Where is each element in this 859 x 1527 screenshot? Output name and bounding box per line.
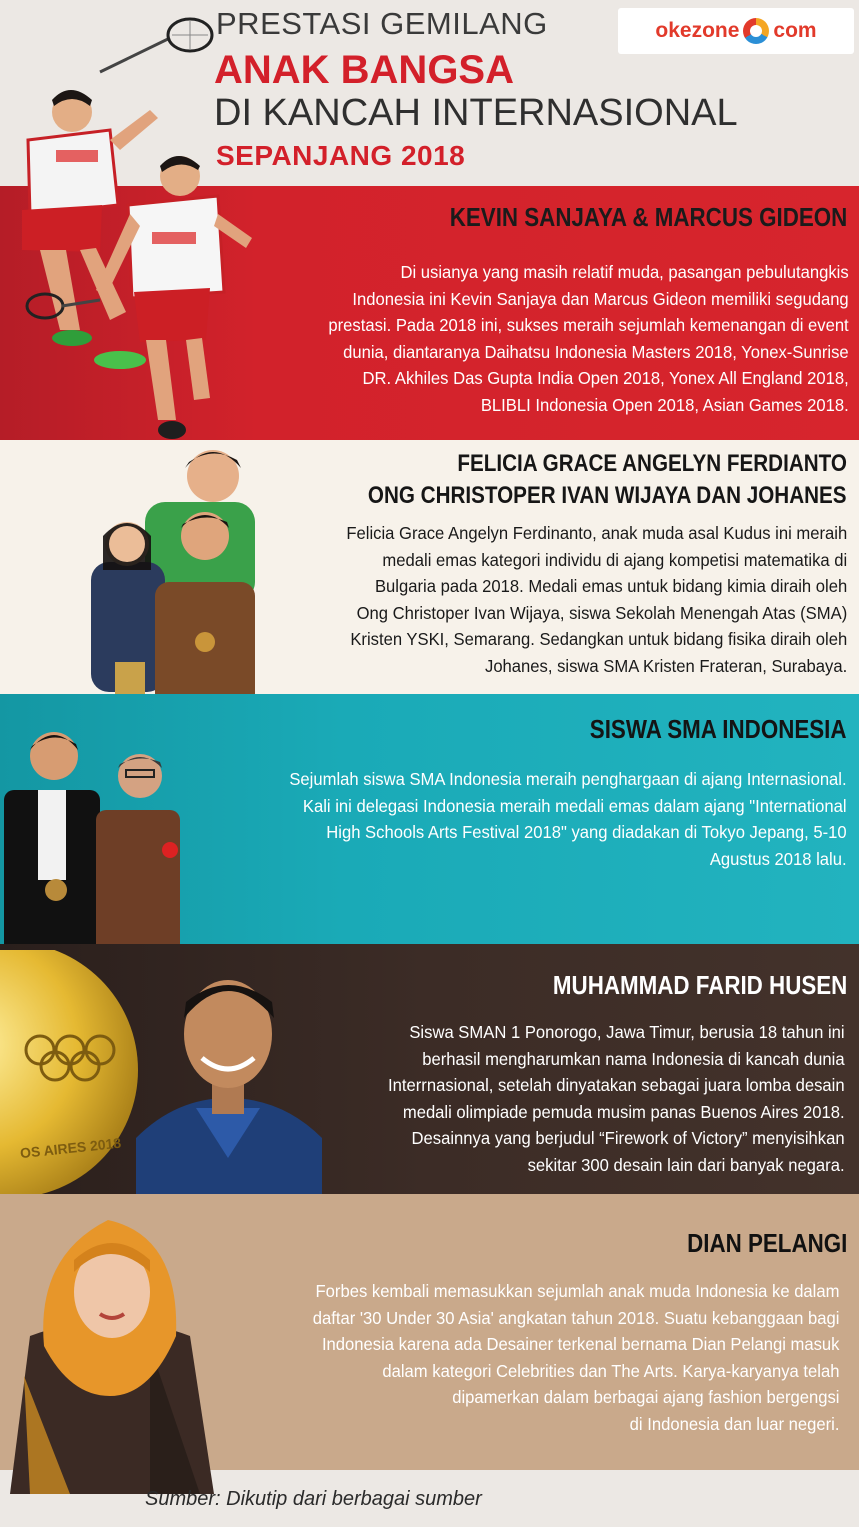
body-line: Johanes, siswa SMA Kristen Frateran, Surabaya. xyxy=(484,655,847,676)
students-olympiad-photo xyxy=(85,432,275,732)
section-body xyxy=(301,259,849,418)
body-line: Desainnya yang berjudul “Firework of Victory” menyisihkan xyxy=(411,1128,845,1148)
body-line: Sejumlah siswa SMA Indonesia meraih penghargaan di ajang Internasional. xyxy=(289,769,847,789)
section-title: DIAN PELANGI xyxy=(686,1228,847,1258)
medal-icon xyxy=(45,879,67,901)
source-note: Sumber: Dikutip dari berbagai sumber xyxy=(145,1488,482,1510)
body-line: Interrnasional, setelah dinyatakan sebagai juara lomba desain xyxy=(388,1075,845,1095)
body-line: medali olimpiade pemuda musim panas Buenos Aires 2018. xyxy=(403,1101,845,1122)
medal-icon xyxy=(195,632,215,652)
dian-pelangi-portrait xyxy=(0,1196,230,1494)
body-line: di Indonesia dan luar negeri. xyxy=(629,1413,839,1434)
okezone-globe-icon xyxy=(743,18,769,44)
section-title: SISWA SMA INDONESIA xyxy=(590,714,847,744)
body-line: Forbes kembali memasukkan sejumlah anak muda Indonesia ke dalam xyxy=(315,1281,839,1301)
logo-text-com: com xyxy=(773,19,817,42)
header-line-2: ANAK BANGSA xyxy=(214,48,514,92)
body-line: prestasi. Pada 2018 ini, sukses meraih sejumlah kemenangan di event xyxy=(328,315,849,335)
body-line: Kristen YSKI, Semarang. Sedangkan untuk bidang fisika diraih oleh xyxy=(350,629,847,649)
section-body xyxy=(364,1019,845,1178)
body-line: High Schools Arts Festival 2018" yang diadakan di Tokyo Jepang, 5-10 xyxy=(326,822,847,842)
body-line: sekitar 300 desain lain dari banyak negara. xyxy=(527,1154,845,1175)
ribbon-icon xyxy=(162,842,178,858)
body-line: Ong Christoper Ivan Wijaya, siswa Sekolah Menengah Atas (SMA) xyxy=(356,602,847,623)
body-line: Indonesia karena ada Desainer terkenal bernama Dian Pelangi masuk xyxy=(321,1334,839,1354)
body-line: berhasil mengharumkan nama Indonesia di kancah dunia xyxy=(422,1048,845,1069)
okezone-logo[interactable] xyxy=(618,8,854,54)
racket-icon xyxy=(100,19,212,72)
body-line: medali emas kategori individu di ajang kompetisi matematika di xyxy=(382,549,847,570)
body-line: Di usianya yang masih relatif muda, pasangan pebulutangkis xyxy=(400,262,849,282)
section-title: MUHAMMAD FARID HUSEN xyxy=(552,970,847,1000)
section-title-line-2: ONG CHRISTOPER IVAN WIJAYA DAN JOHANES xyxy=(368,482,847,509)
body-line: BLIBLI Indonesia Open 2018, Asian Games 2018. xyxy=(481,394,849,415)
body-line: dipamerkan dalam berbagai ajang fashion bergengsi xyxy=(451,1387,839,1407)
section-body xyxy=(320,520,847,679)
header-line-4: SEPANJANG 2018 xyxy=(216,140,466,171)
section-title: KEVIN SANJAYA & MARCUS GIDEON xyxy=(449,202,847,232)
logo-text-okezone: okezone xyxy=(655,19,740,42)
body-line: Felicia Grace Angelyn Ferdinanto, anak muda asal Kudus ini meraih xyxy=(346,523,847,543)
farid-husen-portrait xyxy=(136,958,322,1194)
body-line: Agustus 2018 lalu. xyxy=(710,848,847,869)
badminton-players-photo xyxy=(0,0,280,450)
body-line: Kali ini delegasi Indonesia meraih medali emas dalam ajang "International xyxy=(303,795,847,816)
body-line: Bulgaria pada 2018. Medali emas untuk bidang kimia diraih oleh xyxy=(374,576,847,596)
body-line: daftar '30 Under 30 Asia' angkatan tahun 2018. Suatu kebanggaan bagi xyxy=(312,1307,839,1328)
medal-text: OS AIRES 2018 xyxy=(19,1134,122,1162)
body-line: Siswa SMAN 1 Ponorogo, Jawa Timur, berusia 18 tahun ini xyxy=(409,1022,845,1042)
body-line: dalam kategori Celebrities dan The Arts. Karya-karyanya telah xyxy=(381,1360,839,1381)
body-line: dunia, diantaranya Daihatsu Indonesia Masters 2018, Yonex-Sunrise xyxy=(343,341,849,362)
gold-medal-image xyxy=(0,950,140,1200)
section-body xyxy=(285,1278,839,1437)
body-line: Indonesia ini Kevin Sanjaya dan Marcus Gideon memiliki segudang xyxy=(352,288,849,309)
section-body xyxy=(260,766,847,872)
body-line: DR. Akhiles Das Gupta India Open 2018, Yonex All England 2018, xyxy=(362,368,849,388)
header-line-3: DI KANCAH INTERNASIONAL xyxy=(214,92,738,134)
section-title-line-1: FELICIA GRACE ANGELYN FERDIANTO xyxy=(457,450,847,477)
header-line-1: PRESTASI GEMILANG xyxy=(216,6,548,41)
